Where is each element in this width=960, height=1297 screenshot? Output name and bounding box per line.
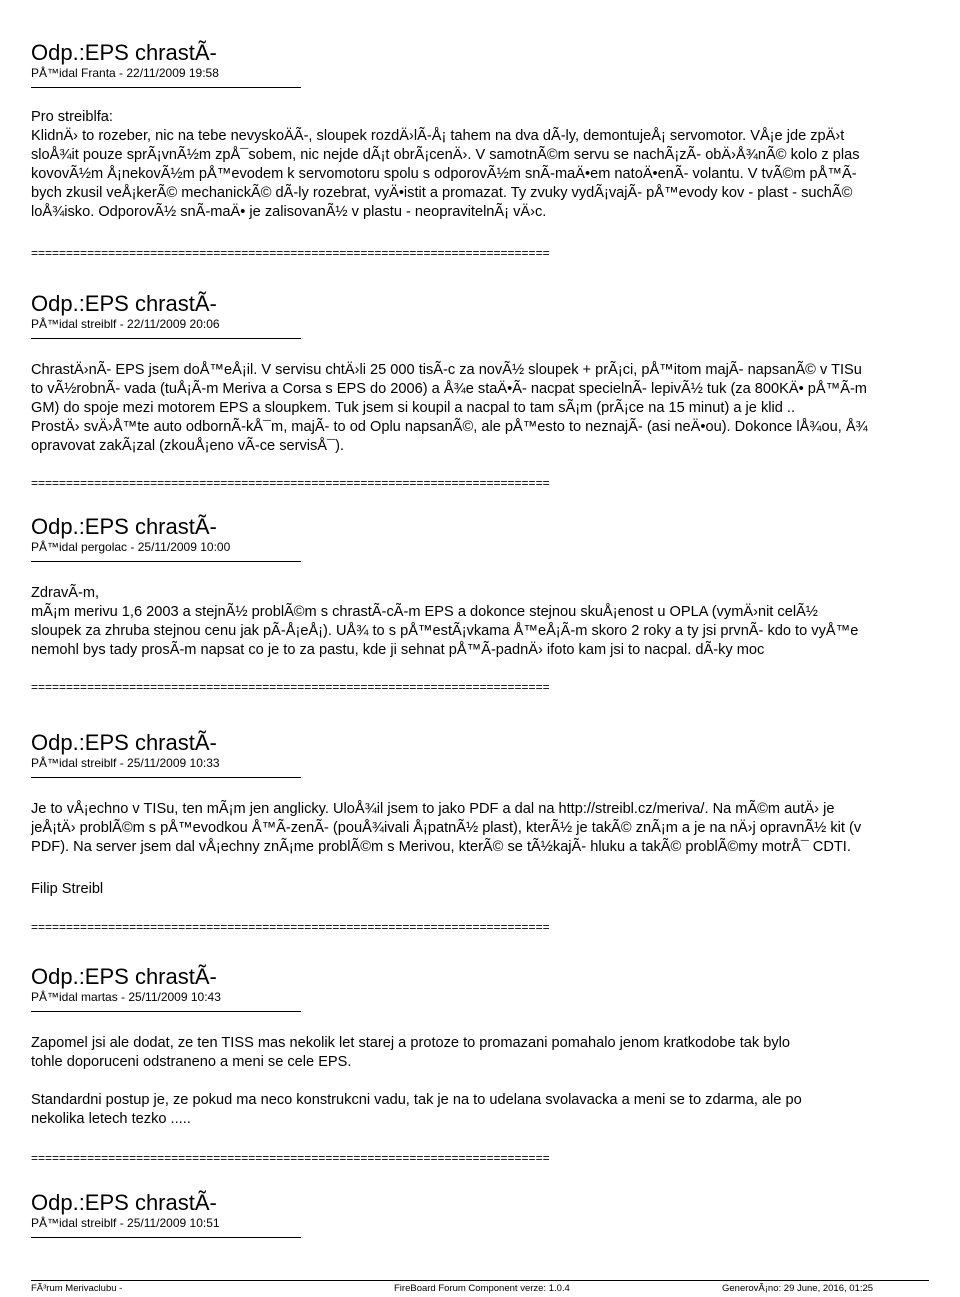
post-rule bbox=[31, 1011, 301, 1012]
footer-component: FireBoard Forum Component verze: 1.0.4 bbox=[394, 1283, 570, 1294]
post-body bbox=[31, 108, 960, 222]
forum-post bbox=[31, 730, 960, 899]
post-paragraph bbox=[31, 1034, 960, 1072]
post-separator: ========================================================================== bbox=[31, 246, 550, 260]
post-separator: ========================================================================== bbox=[31, 920, 550, 934]
text-line: loÅ¾isko. OdporovÃ½ snÃ-maÄ• je zalisovanÃ½ v plastu - neopravitelnÃ¡ vÄ›c. bbox=[31, 204, 547, 220]
text-line: to vÃ½robnÃ- vada (tuÅ¡Ã-m Meriva a Corsa s EPS do 2006) a Å¾e staÄ•Ã- nacpat specielnÃ- lepivÃ½ tuk (za 800KÄ• pÅ™Ã-m bbox=[31, 381, 867, 397]
text-line: tohle doporuceni odstraneno a meni se cele EPS. bbox=[31, 1054, 352, 1070]
post-title: Odp.:EPS chrastÃ- bbox=[31, 964, 217, 989]
post-rule bbox=[31, 1237, 301, 1238]
text-line: Filip Streibl bbox=[31, 881, 104, 897]
post-body bbox=[31, 361, 960, 456]
post-body bbox=[31, 1034, 960, 1129]
post-rule bbox=[31, 777, 301, 778]
post-rule bbox=[31, 338, 301, 339]
text-line: bych zkusil veÅ¡kerÃ© mechanickÃ© dÃ-ly rozebrat, vyÄ•istit a promazat. Ty zvuky vydÃ¡vajÃ- pÅ™evody kov - plast - suchÃ© bbox=[31, 185, 853, 201]
post-rule bbox=[31, 561, 301, 562]
post-body bbox=[31, 584, 960, 660]
post-meta: PÅ™idal streiblf - 25/11/2009 10:33 bbox=[31, 756, 220, 770]
post-paragraph bbox=[31, 108, 960, 222]
forum-export-page bbox=[31, 0, 960, 1297]
text-line: Zapomel jsi ale dodat, ze ten TISS mas nekolik let starej a protoze to promazani pomahalo jenom kratkodobe tak bylo bbox=[31, 1035, 791, 1051]
footer-forum-name: FÃ³rum Merivaclubu - bbox=[31, 1283, 123, 1294]
post-paragraph bbox=[31, 584, 960, 660]
text-line: ProstÄ› svÄ›Å™te auto odbornÃ-kÅ¯m, majÃ- to od Oplu napsanÃ©, ale pÅ™esto to neznajÃ- (asi neÄ•ou). Dokonce lÅ¾ou, Å¾ bbox=[31, 419, 868, 435]
forum-post bbox=[31, 1190, 960, 1238]
post-separator: ========================================================================== bbox=[31, 680, 550, 694]
text-line: PDF). Na server jsem dal vÅ¡echny znÃ¡me problÃ©m s Merivou, kterÃ© se tÃ½kajÃ- hluku a takÃ© problÃ©my motrÅ¯ CDTI. bbox=[31, 839, 851, 855]
forum-post bbox=[31, 964, 960, 1129]
footer-rule bbox=[31, 1280, 929, 1281]
text-line: nekolika letech tezko ..... bbox=[31, 1111, 191, 1127]
post-paragraph bbox=[31, 361, 960, 456]
text-line: jeÅ¡tÄ› problÃ©m s pÅ™evodkou Å™Ã-zenÃ- (pouÅ¾ivali Å¡patnÃ½ plast), kterÃ½ je takÃ© znÃ¡m a je na nÄ›j opravnÃ½ kit (v bbox=[31, 820, 862, 836]
post-body bbox=[31, 800, 960, 899]
post-title: Odp.:EPS chrastÃ- bbox=[31, 40, 217, 65]
text-line: opravovat zakÃ¡zal (zkouÅ¡eno vÃ-ce servisÅ¯). bbox=[31, 438, 345, 454]
post-paragraph bbox=[31, 800, 960, 857]
text-line: Je to vÅ¡echno v TISu, ten mÃ¡m jen anglicky. UloÅ¾il jsem to jako PDF a dal na http://streibl.cz/meriva/. Na mÃ©m autÄ› je bbox=[31, 801, 835, 817]
text-line: kovovÃ½m Å¡nekovÃ½m pÅ™evodem k servomotoru spolu s odporovÃ½m snÃ-maÄ•em natoÄ•enÃ- volantu. V tvÃ©m pÅ™Ã- bbox=[31, 166, 857, 182]
footer-generated: GenerovÃ¡no: 29 June, 2016, 01:25 bbox=[722, 1283, 874, 1294]
text-line: Standardni postup je, ze pokud ma neco konstrukcni vadu, tak je na to udelana svolavacka a meni se to zdarma, ale po bbox=[31, 1092, 802, 1108]
post-title: Odp.:EPS chrastÃ- bbox=[31, 514, 217, 539]
forum-post bbox=[31, 514, 960, 660]
page-footer bbox=[0, 1280, 960, 1297]
post-title: Odp.:EPS chrastÃ- bbox=[31, 730, 217, 755]
post-title: Odp.:EPS chrastÃ- bbox=[31, 1190, 217, 1215]
post-paragraph bbox=[31, 880, 960, 899]
post-meta: PÅ™idal pergolac - 25/11/2009 10:00 bbox=[31, 540, 231, 554]
post-title: Odp.:EPS chrastÃ- bbox=[31, 291, 217, 316]
post-meta: PÅ™idal martas - 25/11/2009 10:43 bbox=[31, 990, 221, 1004]
text-line: sloÅ¾it pouze sprÃ¡vnÃ½m zpÅ¯sobem, nic nejde dÃ¡t obrÃ¡cenÄ›. V samotnÃ©m servu se nachÃ¡zÃ- obÄ›Å¾nÃ© kolo z plas bbox=[31, 147, 860, 163]
text-line: ZdravÃ-m, bbox=[31, 585, 100, 601]
text-line: sloupek za zhruba stejnou cenu jak pÃ-Å¡eÅ¡). UÅ¾ to s pÅ™estÃ¡vkama Å™eÅ¡Ã-m skoro 2 roky a ty jsi prvnÃ- kdo to vyÅ™e bbox=[31, 623, 859, 639]
post-meta: PÅ™idal Franta - 22/11/2009 19:58 bbox=[31, 66, 219, 80]
text-line: mÃ¡m merivu 1,6 2003 a stejnÃ½ problÃ©m s chrastÃ-cÃ-m EPS a dokonce stejnou skuÅ¡enost u OPLA (vymÄ›nit celÃ½ bbox=[31, 604, 818, 620]
text-line: Pro streiblfa: bbox=[31, 109, 113, 125]
post-meta: PÅ™idal streiblf - 25/11/2009 10:51 bbox=[31, 1216, 220, 1230]
post-rule bbox=[31, 87, 301, 88]
text-line: GM) do spoje mezi motorem EPS a sloupkem. Tuk jsem si koupil a nacpal to tam sÃ¡m (prÃ¡ce na 15 minut) a je klid .. bbox=[31, 400, 796, 416]
text-line: nemohl bys tady prosÃ-m napsat co je to za pastu, kde ji sehnat pÅ™Ã-padnÄ› ifoto kam jsi to nacpal. dÃ-ky moc bbox=[31, 642, 765, 658]
forum-post bbox=[31, 40, 960, 222]
post-separator: ========================================================================== bbox=[31, 1151, 550, 1165]
post-meta: PÅ™idal streiblf - 22/11/2009 20:06 bbox=[31, 317, 220, 331]
text-line: KlidnÄ› to rozeber, nic na tebe nevyskoÄÃ-, sloupek rozdÄ›lÃ-Å¡ tahem na dva dÃ-ly, demontujeÅ¡ servomotor. VÅ¡e jde zpÄ›t bbox=[31, 128, 845, 144]
post-separator: ========================================================================== bbox=[31, 476, 550, 490]
forum-post bbox=[31, 291, 960, 456]
post-paragraph bbox=[31, 1091, 960, 1129]
text-line: ChrastÄ›nÃ- EPS jsem doÅ™eÅ¡il. V servisu chtÄ›li 25 000 tisÃ-c za novÃ½ sloupek + prÃ¡ci, pÅ™itom majÃ- napsanÃ© v TISu bbox=[31, 362, 862, 378]
